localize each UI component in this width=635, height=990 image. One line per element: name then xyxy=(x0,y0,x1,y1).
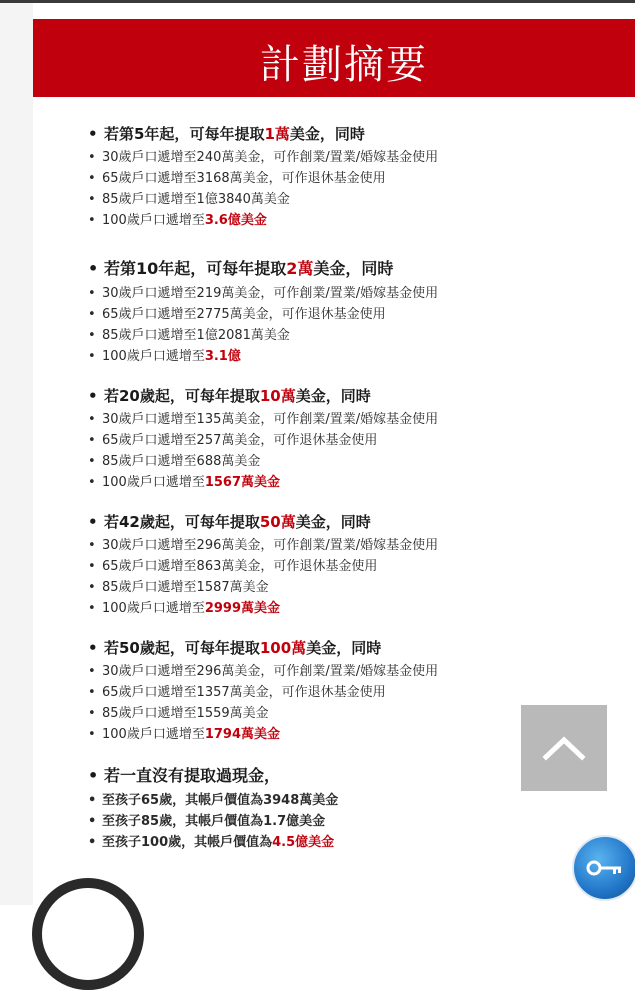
heading-text: 若第5年起，可每年提取 xyxy=(104,125,265,143)
item-text: 30歲戶口遞增至296萬美金，可作創業/置業/婚嫁基金使用 xyxy=(102,664,439,679)
item-highlight: 4.5億美金 xyxy=(272,835,335,850)
summary-section xyxy=(88,636,588,745)
item-text: 65歲戶口遞增至863萬美金，可作退休基金使用 xyxy=(102,559,378,574)
list-item xyxy=(88,535,588,556)
heading-highlight: 1萬 xyxy=(264,125,290,143)
item-highlight: 3.1億 xyxy=(204,349,241,364)
bullet: • xyxy=(88,513,98,531)
heading-text: 美金，同時 xyxy=(306,639,382,657)
summary-section xyxy=(88,762,588,853)
item-highlight: 2999萬美金 xyxy=(204,601,281,616)
avatar-ring xyxy=(32,878,144,990)
item-text: 至孩子65歲，其帳戶價值為3948萬美金 xyxy=(102,793,339,808)
list-item xyxy=(88,325,588,346)
bullet: • xyxy=(88,213,96,228)
summary-section xyxy=(88,255,588,367)
summary-section xyxy=(88,122,588,231)
list-item xyxy=(88,283,588,304)
plan-summary-list xyxy=(88,122,588,870)
list-item xyxy=(88,451,588,472)
heading-highlight: 2萬 xyxy=(286,259,314,278)
key-floating-button[interactable] xyxy=(572,835,635,901)
heading-text: 若42歲起，可每年提取 xyxy=(104,513,260,531)
list-item xyxy=(88,556,588,577)
item-text: 至孩子85歲，其帳戶價值為1.7億美金 xyxy=(102,814,326,829)
item-highlight: 1567萬美金 xyxy=(204,475,281,490)
bullet: • xyxy=(88,639,98,657)
item-text: 65歲戶口遞增至1357萬美金，可作退休基金使用 xyxy=(102,685,386,700)
page-title: 計劃摘要 xyxy=(260,42,428,88)
bullet: • xyxy=(88,727,96,742)
heading-text: 若一直沒有提取過現金， xyxy=(104,766,281,785)
section-heading xyxy=(88,122,588,147)
bullet: • xyxy=(88,171,96,186)
bullet: • xyxy=(88,814,97,829)
section-heading xyxy=(88,636,588,661)
bullet: • xyxy=(88,349,96,364)
bullet: • xyxy=(88,538,96,553)
item-text: 85歲戶口遞增至1億3840萬美金 xyxy=(102,192,290,207)
list-item xyxy=(88,147,588,168)
bullet: • xyxy=(88,685,96,700)
scroll-to-top-button[interactable] xyxy=(521,705,607,791)
list-item xyxy=(88,724,588,745)
heading-highlight: 50萬 xyxy=(259,513,296,531)
item-text: 85歲戶口遞增至1587萬美金 xyxy=(102,580,269,595)
item-text: 100歲戶口遞增至 xyxy=(102,213,205,228)
summary-banner xyxy=(33,19,635,97)
item-text: 100歲戶口遞增至 xyxy=(102,601,205,616)
item-text: 65歲戶口遞增至3168萬美金，可作退休基金使用 xyxy=(102,171,386,186)
list-item xyxy=(88,168,588,189)
bullet: • xyxy=(88,387,98,405)
list-item xyxy=(88,210,588,231)
list-item xyxy=(88,598,588,619)
list-item xyxy=(88,346,588,367)
item-text: 65歲戶口遞增至257萬美金，可作退休基金使用 xyxy=(102,433,378,448)
bullet: • xyxy=(88,580,96,595)
heading-highlight: 100萬 xyxy=(259,639,307,657)
list-item xyxy=(88,430,588,451)
item-text: 30歲戶口遞增至296萬美金，可作創業/置業/婚嫁基金使用 xyxy=(102,538,439,553)
bullet: • xyxy=(88,601,96,616)
bullet: • xyxy=(88,454,96,469)
bullet: • xyxy=(88,412,96,427)
list-item xyxy=(88,682,588,703)
section-heading xyxy=(88,384,588,409)
bullet: • xyxy=(88,835,97,850)
bullet: • xyxy=(88,766,99,785)
summary-section xyxy=(88,510,588,619)
item-text: 100歲戶口遞增至 xyxy=(102,475,205,490)
left-gutter xyxy=(0,3,33,905)
bullet: • xyxy=(88,475,96,490)
bullet: • xyxy=(88,150,96,165)
list-item xyxy=(88,703,588,724)
bullet: • xyxy=(88,125,98,143)
bullet: • xyxy=(88,664,96,679)
bullet: • xyxy=(88,259,99,278)
list-item xyxy=(88,304,588,325)
item-text: 30歲戶口遞增至219萬美金，可作創業/置業/婚嫁基金使用 xyxy=(102,286,439,301)
bullet: • xyxy=(88,706,96,721)
item-text: 100歲戶口遞增至 xyxy=(102,727,205,742)
list-item xyxy=(88,811,588,832)
heading-text: 美金，同時 xyxy=(313,259,394,278)
bullet: • xyxy=(88,328,96,343)
chevron-up-icon xyxy=(542,735,586,761)
heading-text: 若第10年起，可每年提取 xyxy=(104,259,287,278)
bullet: • xyxy=(88,793,97,808)
bullet: • xyxy=(88,192,96,207)
item-text: 85歲戶口遞增至1559萬美金 xyxy=(102,706,269,721)
item-text: 65歲戶口遞增至2775萬美金，可作退休基金使用 xyxy=(102,307,386,322)
bullet: • xyxy=(88,559,96,574)
heading-text: 若50歲起，可每年提取 xyxy=(104,639,260,657)
bullet: • xyxy=(88,307,96,322)
bullet: • xyxy=(88,286,96,301)
section-heading xyxy=(88,255,588,283)
section-heading xyxy=(88,510,588,535)
item-text: 85歲戶口遞增至688萬美金 xyxy=(102,454,261,469)
key-icon xyxy=(585,858,625,878)
list-item xyxy=(88,409,588,430)
item-text: 至孩子100歲，其帳戶價值為 xyxy=(102,835,273,850)
heading-text: 若20歲起，可每年提取 xyxy=(104,387,260,405)
heading-text: 美金，同時 xyxy=(295,387,371,405)
item-text: 30歲戶口遞增至240萬美金，可作創業/置業/婚嫁基金使用 xyxy=(102,150,439,165)
item-text: 85歲戶口遞增至1億2081萬美金 xyxy=(102,328,290,343)
heading-highlight: 10萬 xyxy=(259,387,296,405)
top-edge xyxy=(0,0,635,3)
heading-text: 美金，同時 xyxy=(289,125,365,143)
summary-section xyxy=(88,384,588,493)
item-text: 100歲戶口遞增至 xyxy=(102,349,205,364)
list-item xyxy=(88,577,588,598)
list-item xyxy=(88,832,588,853)
list-item xyxy=(88,661,588,682)
section-heading xyxy=(88,762,588,790)
item-highlight: 1794萬美金 xyxy=(204,727,281,742)
heading-text: 美金，同時 xyxy=(295,513,371,531)
bullet: • xyxy=(88,433,96,448)
list-item xyxy=(88,472,588,493)
item-text: 30歲戶口遞增至135萬美金，可作創業/置業/婚嫁基金使用 xyxy=(102,412,439,427)
list-item xyxy=(88,189,588,210)
item-highlight: 3.6億美金 xyxy=(204,213,267,228)
list-item xyxy=(88,790,588,811)
